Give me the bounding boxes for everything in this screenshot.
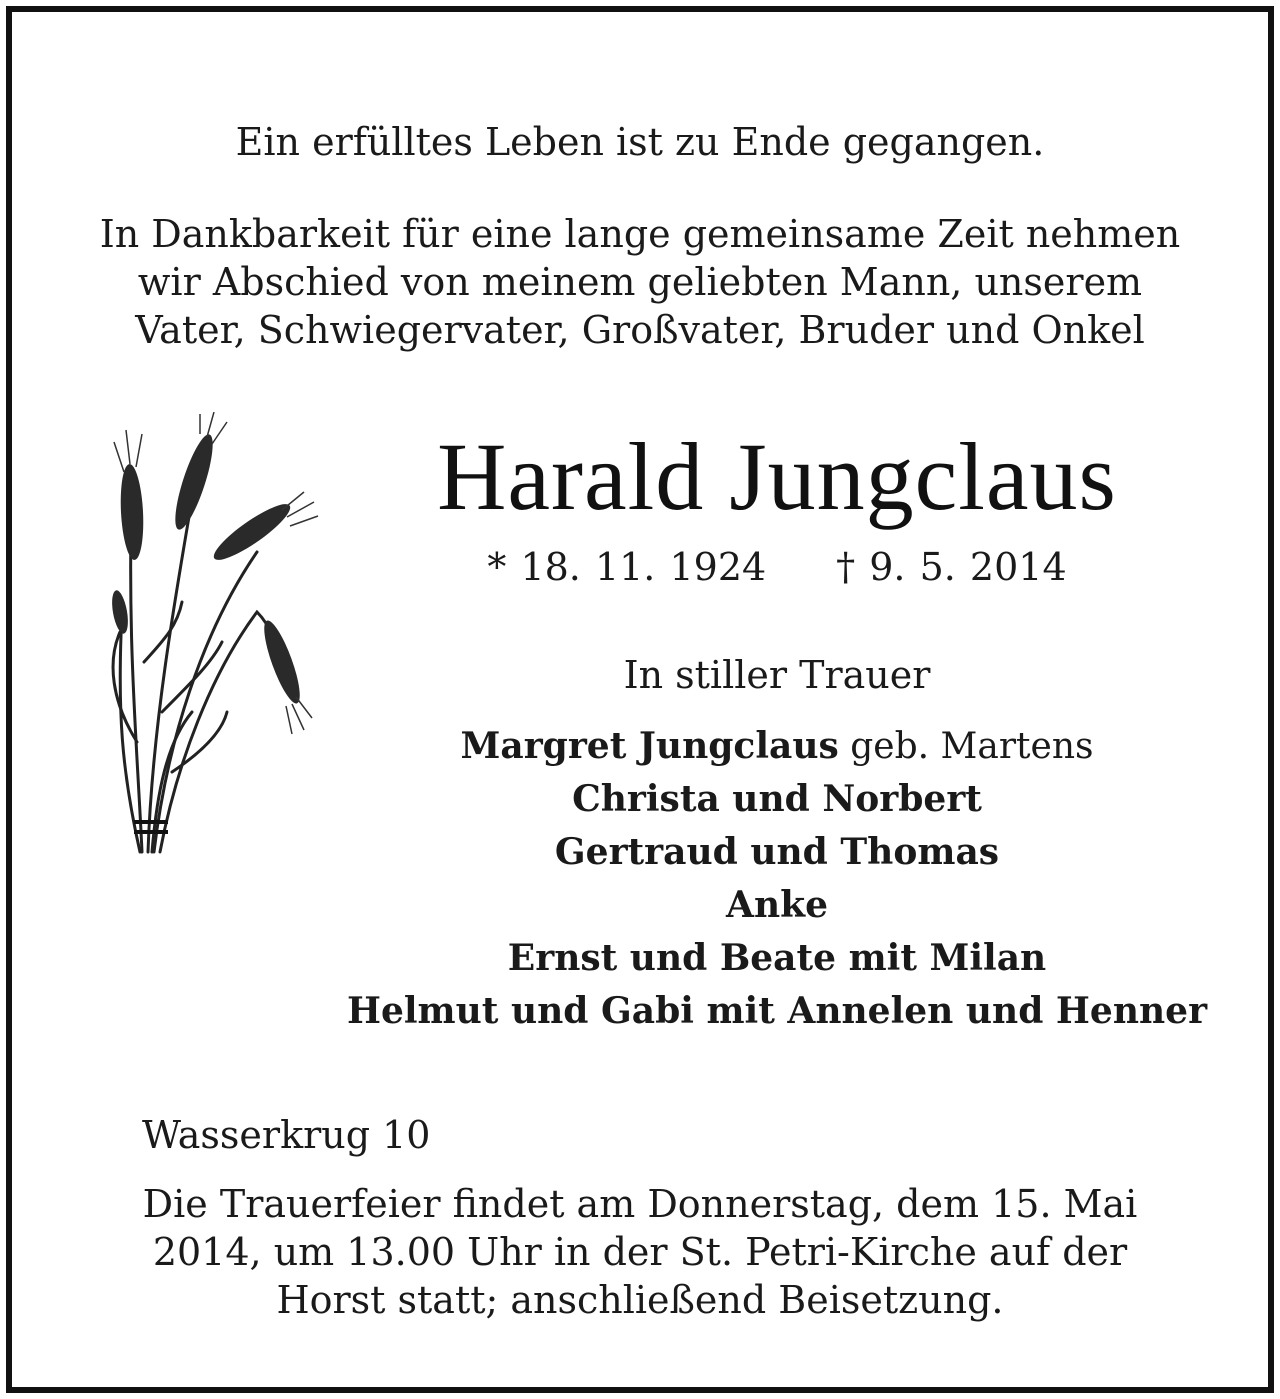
farewell-line: Vater, Schwiegervater, Großvater, Bruder und Onkel [135,308,1145,352]
service-line: Die Trauerfeier findet am Donnerstag, dem 15. Mai [142,1182,1138,1226]
farewell-text [12,210,1268,354]
spouse-line [342,720,1212,773]
mourner: Helmut und Gabi mit Annelen und Henner [346,990,1208,1032]
farewell-line: wir Abschied von meinem geliebten Mann, unserem [137,260,1143,304]
wheat-ears-icon [82,412,322,882]
service-line: 2014, um 13.00 Uhr in der St. Petri-Kirche auf der [152,1230,1128,1274]
mourners-list [342,720,1212,1038]
mourner: Anke [726,884,828,926]
service-line: Horst statt; anschließend Beisetzung. [276,1278,1004,1322]
address: Wasserkrug 10 [142,1113,431,1157]
mourner: Christa und Norbert [572,778,982,820]
spouse-maiden-name: geb. Martens [850,726,1094,767]
mourner: Gertraud und Thomas [554,831,1000,873]
life-dates [342,542,1212,592]
deceased-name: Harald Jungclaus [437,423,1117,530]
death-date: † 9. 5. 2014 [836,545,1067,589]
service-info [12,1180,1268,1324]
mourner: Ernst und Beate mit Milan [507,937,1047,979]
mourning-heading: In stiller Trauer [623,653,931,697]
spouse-name: Margret Jungclaus [460,725,839,767]
farewell-line: In Dankbarkeit für eine lange gemeinsame Zeit nehmen [99,212,1181,256]
birth-date: * 18. 11. 1924 [487,545,767,589]
obituary-notice [6,6,1274,1393]
intro-text: Ein erfülltes Leben ist zu Ende gegangen. [235,120,1045,164]
